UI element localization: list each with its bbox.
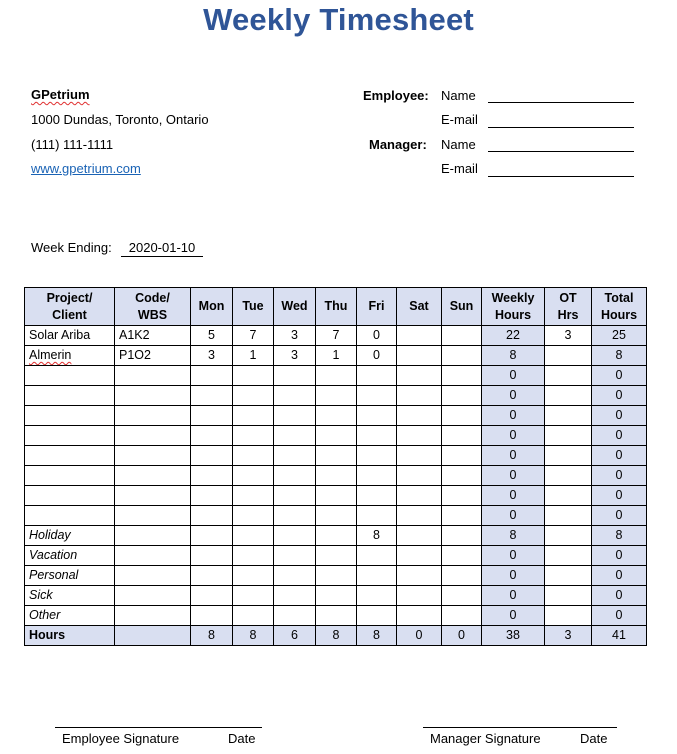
company-phone: (111) 111-1111	[31, 137, 114, 152]
code-cell[interactable]	[115, 406, 191, 426]
hours-cell[interactable]	[442, 386, 482, 406]
code-cell[interactable]	[115, 586, 191, 606]
code-cell[interactable]	[115, 426, 191, 446]
hours-cell[interactable]	[191, 586, 233, 606]
hours-cell[interactable]	[274, 526, 316, 546]
hours-cell[interactable]	[233, 566, 274, 586]
hours-cell[interactable]	[357, 366, 397, 386]
table-header-row	[25, 288, 647, 326]
hours-cell[interactable]	[442, 606, 482, 626]
hours-cell[interactable]: 3	[545, 326, 592, 346]
employee-email-label: E-mail	[441, 112, 478, 127]
hours-cell[interactable]	[191, 446, 233, 466]
hours-cell[interactable]	[316, 546, 357, 566]
hours-cell: 8	[592, 526, 647, 546]
hours-cell[interactable]	[316, 526, 357, 546]
project-cell[interactable]	[25, 386, 115, 406]
hours-cell[interactable]	[274, 586, 316, 606]
hours-cell[interactable]: 3	[274, 326, 316, 346]
hours-cell[interactable]	[397, 526, 442, 546]
hours-cell[interactable]	[442, 526, 482, 546]
hours-cell[interactable]	[274, 446, 316, 466]
total-cell: 8	[233, 626, 274, 646]
hours-cell[interactable]	[274, 566, 316, 586]
hours-cell: 8	[592, 346, 647, 366]
week-ending-label: Week Ending:	[31, 240, 112, 255]
column-header: Total Hours	[592, 288, 647, 326]
hours-cell[interactable]	[397, 326, 442, 346]
hours-cell[interactable]	[233, 426, 274, 446]
employee-name-label: Name	[441, 88, 476, 103]
hours-cell[interactable]	[191, 546, 233, 566]
hours-cell[interactable]	[233, 526, 274, 546]
hours-cell[interactable]	[191, 526, 233, 546]
total-cell: 38	[482, 626, 545, 646]
hours-cell[interactable]	[191, 506, 233, 526]
hours-cell[interactable]: 5	[191, 326, 233, 346]
table-row	[25, 526, 647, 546]
hours-cell: 0	[592, 426, 647, 446]
hours-cell[interactable]	[316, 566, 357, 586]
hours-cell[interactable]	[274, 366, 316, 386]
hours-cell[interactable]	[397, 486, 442, 506]
company-address: 1000 Dundas, Toronto, Ontario	[31, 112, 209, 127]
hours-cell[interactable]	[357, 386, 397, 406]
hours-cell: 8	[482, 526, 545, 546]
hours-cell[interactable]	[442, 426, 482, 446]
hours-cell[interactable]	[357, 426, 397, 446]
hours-cell[interactable]	[316, 406, 357, 426]
hours-cell[interactable]	[316, 366, 357, 386]
hours-cell: 8	[482, 346, 545, 366]
table-row	[25, 446, 647, 466]
hours-cell[interactable]	[233, 546, 274, 566]
hours-cell[interactable]	[545, 486, 592, 506]
column-header: Fri	[357, 288, 397, 326]
hours-cell: 0	[592, 466, 647, 486]
table-row	[25, 406, 647, 426]
code-cell[interactable]: P1O2	[115, 346, 191, 366]
table-row	[25, 426, 647, 446]
manager-name-label: Name	[441, 137, 476, 152]
hours-cell[interactable]	[274, 466, 316, 486]
hours-cell: 0	[482, 446, 545, 466]
code-cell[interactable]: A1K2	[115, 326, 191, 346]
hours-cell[interactable]	[274, 606, 316, 626]
hours-cell[interactable]	[397, 366, 442, 386]
code-cell[interactable]	[115, 466, 191, 486]
employee-email-field[interactable]	[488, 127, 634, 128]
hours-cell[interactable]	[233, 466, 274, 486]
hours-cell[interactable]	[545, 406, 592, 426]
company-name: GPetrium	[31, 87, 90, 102]
manager-signature-line[interactable]	[423, 727, 617, 728]
hours-cell: 0	[482, 606, 545, 626]
hours-cell: 0	[482, 426, 545, 446]
hours-cell[interactable]	[233, 506, 274, 526]
hours-cell[interactable]: 3	[191, 346, 233, 366]
table-row	[25, 366, 647, 386]
hours-cell[interactable]	[316, 446, 357, 466]
employee-name-field[interactable]	[488, 102, 634, 103]
totals-row	[25, 626, 647, 646]
hours-cell[interactable]	[545, 466, 592, 486]
hours-cell: 0	[592, 566, 647, 586]
project-cell[interactable]	[25, 366, 115, 386]
hours-cell: 0	[482, 566, 545, 586]
project-cell[interactable]	[25, 446, 115, 466]
table-row	[25, 386, 647, 406]
hours-cell[interactable]	[442, 346, 482, 366]
hours-cell[interactable]	[545, 606, 592, 626]
hours-cell[interactable]: 7	[233, 326, 274, 346]
table-row	[25, 326, 647, 346]
hours-cell[interactable]	[357, 546, 397, 566]
hours-cell[interactable]	[233, 366, 274, 386]
hours-cell[interactable]	[191, 486, 233, 506]
column-header: Mon	[191, 288, 233, 326]
hours-cell: 25	[592, 326, 647, 346]
column-header: Sat	[397, 288, 442, 326]
hours-cell[interactable]	[191, 466, 233, 486]
hours-cell[interactable]	[545, 346, 592, 366]
column-header: OT Hrs	[545, 288, 592, 326]
hours-cell[interactable]	[397, 426, 442, 446]
hours-cell[interactable]	[442, 486, 482, 506]
hours-cell[interactable]	[233, 606, 274, 626]
hours-cell: 0	[592, 406, 647, 426]
project-cell[interactable]	[25, 426, 115, 446]
hours-cell: 0	[482, 386, 545, 406]
hours-cell[interactable]	[397, 346, 442, 366]
hours-cell[interactable]	[191, 406, 233, 426]
column-header: Project/ Client	[25, 288, 115, 326]
hours-cell[interactable]	[316, 586, 357, 606]
hours-cell[interactable]: 1	[316, 346, 357, 366]
table-row	[25, 586, 647, 606]
hours-cell: 0	[592, 546, 647, 566]
hours-cell: 0	[592, 586, 647, 606]
hours-cell[interactable]	[316, 466, 357, 486]
hours-cell: 22	[482, 326, 545, 346]
total-cell: 6	[274, 626, 316, 646]
hours-cell: 0	[482, 506, 545, 526]
total-cell: 8	[191, 626, 233, 646]
hours-cell[interactable]	[545, 446, 592, 466]
hours-cell[interactable]	[397, 406, 442, 426]
hours-cell[interactable]	[397, 446, 442, 466]
hours-cell[interactable]	[397, 546, 442, 566]
hours-cell: 0	[592, 446, 647, 466]
table-row	[25, 506, 647, 526]
manager-signature-label: Manager Signature	[430, 731, 541, 746]
manager-email-field[interactable]	[488, 176, 634, 177]
hours-cell[interactable]	[191, 386, 233, 406]
hours-cell[interactable]	[357, 586, 397, 606]
project-cell[interactable]: Holiday	[25, 526, 115, 546]
hours-cell[interactable]	[545, 546, 592, 566]
hours-cell[interactable]	[357, 466, 397, 486]
hours-cell: 0	[592, 486, 647, 506]
page-title: Weekly Timesheet	[203, 2, 474, 37]
hours-cell[interactable]	[274, 386, 316, 406]
column-header: Wed	[274, 288, 316, 326]
manager-email-label: E-mail	[441, 161, 478, 176]
column-header: Thu	[316, 288, 357, 326]
hours-cell[interactable]	[191, 606, 233, 626]
employee-signature-label: Employee Signature	[62, 731, 180, 746]
hours-cell[interactable]	[545, 526, 592, 546]
company-website-link[interactable]: www.gpetrium.com	[31, 161, 141, 176]
table-row	[25, 546, 647, 566]
total-cell	[115, 626, 191, 646]
code-cell[interactable]	[115, 526, 191, 546]
hours-cell[interactable]	[316, 606, 357, 626]
hours-cell: 0	[482, 466, 545, 486]
hours-cell[interactable]	[442, 506, 482, 526]
manager-date-label: Date	[580, 731, 608, 746]
project-cell[interactable]	[25, 466, 115, 486]
hours-cell[interactable]: 3	[274, 346, 316, 366]
hours-cell: 0	[482, 366, 545, 386]
column-header: Code/ WBS	[115, 288, 191, 326]
code-cell[interactable]	[115, 566, 191, 586]
employee-signature-line[interactable]	[55, 727, 262, 728]
table-row	[25, 486, 647, 506]
hours-cell[interactable]	[274, 406, 316, 426]
table-row	[25, 606, 647, 626]
hours-cell[interactable]	[274, 426, 316, 446]
hours-cell[interactable]	[357, 486, 397, 506]
hours-cell[interactable]	[233, 486, 274, 506]
hours-cell[interactable]	[442, 466, 482, 486]
code-cell[interactable]	[115, 606, 191, 626]
hours-cell[interactable]	[357, 446, 397, 466]
hours-cell[interactable]	[316, 506, 357, 526]
code-cell[interactable]	[115, 506, 191, 526]
hours-cell[interactable]	[442, 546, 482, 566]
hours-cell: 0	[592, 386, 647, 406]
code-cell[interactable]	[115, 386, 191, 406]
total-cell: 0	[397, 626, 442, 646]
hours-cell[interactable]	[545, 386, 592, 406]
project-cell[interactable]: Vacation	[25, 546, 115, 566]
hours-cell[interactable]	[397, 506, 442, 526]
column-header: Tue	[233, 288, 274, 326]
employee-label: Employee:	[363, 88, 429, 103]
hours-cell[interactable]	[233, 586, 274, 606]
hours-cell[interactable]	[545, 566, 592, 586]
hours-cell[interactable]	[191, 366, 233, 386]
hours-cell[interactable]	[442, 366, 482, 386]
total-cell: 41	[592, 626, 647, 646]
hours-cell[interactable]	[397, 386, 442, 406]
hours-cell: 0	[592, 606, 647, 626]
hours-cell[interactable]	[357, 406, 397, 426]
hours-cell[interactable]	[442, 406, 482, 426]
hours-cell[interactable]	[274, 506, 316, 526]
hours-cell[interactable]: 7	[316, 326, 357, 346]
hours-cell[interactable]	[397, 586, 442, 606]
hours-cell[interactable]	[191, 426, 233, 446]
hours-cell: 0	[482, 486, 545, 506]
hours-cell[interactable]	[274, 546, 316, 566]
hours-cell: 0	[482, 406, 545, 426]
code-cell[interactable]	[115, 546, 191, 566]
hours-cell[interactable]	[397, 466, 442, 486]
column-header: Weekly Hours	[482, 288, 545, 326]
hours-cell[interactable]	[545, 426, 592, 446]
total-cell: 8	[316, 626, 357, 646]
manager-label: Manager:	[369, 137, 427, 152]
total-cell: 3	[545, 626, 592, 646]
hours-cell[interactable]	[357, 566, 397, 586]
code-cell[interactable]	[115, 366, 191, 386]
table-row	[25, 346, 647, 366]
hours-cell[interactable]	[442, 586, 482, 606]
project-cell[interactable]	[25, 506, 115, 526]
project-cell[interactable]	[25, 406, 115, 426]
hours-cell[interactable]: 1	[233, 346, 274, 366]
hours-cell: 0	[482, 546, 545, 566]
hours-cell[interactable]	[357, 606, 397, 626]
hours-cell[interactable]	[316, 386, 357, 406]
hours-cell[interactable]	[397, 606, 442, 626]
totals-label: Hours	[25, 626, 115, 646]
hours-cell[interactable]	[233, 386, 274, 406]
code-cell[interactable]	[115, 486, 191, 506]
hours-cell[interactable]	[233, 446, 274, 466]
week-ending-value[interactable]: 2020-01-10	[121, 240, 203, 257]
hours-cell[interactable]	[442, 326, 482, 346]
hours-cell[interactable]	[233, 406, 274, 426]
hours-cell[interactable]	[316, 486, 357, 506]
hours-cell: 0	[592, 366, 647, 386]
hours-cell: 0	[482, 586, 545, 606]
table-row	[25, 466, 647, 486]
hours-cell[interactable]	[545, 506, 592, 526]
hours-cell[interactable]	[442, 566, 482, 586]
project-cell[interactable]: Almerin	[25, 346, 115, 366]
hours-cell[interactable]	[545, 366, 592, 386]
hours-cell[interactable]	[545, 586, 592, 606]
column-header: Sun	[442, 288, 482, 326]
project-cell[interactable]: Solar Ariba	[25, 326, 115, 346]
project-cell[interactable]	[25, 486, 115, 506]
hours-cell[interactable]	[191, 566, 233, 586]
table-row	[25, 566, 647, 586]
employee-date-label: Date	[228, 731, 256, 746]
hours-cell[interactable]: 0	[357, 326, 397, 346]
timesheet-table	[24, 287, 647, 646]
total-cell: 0	[442, 626, 482, 646]
project-cell[interactable]: Sick	[25, 586, 115, 606]
hours-cell[interactable]	[316, 426, 357, 446]
hours-cell[interactable]: 8	[357, 526, 397, 546]
hours-cell[interactable]	[397, 566, 442, 586]
code-cell[interactable]	[115, 446, 191, 466]
project-cell[interactable]: Other	[25, 606, 115, 626]
project-cell[interactable]: Personal	[25, 566, 115, 586]
hours-cell: 0	[592, 506, 647, 526]
hours-cell[interactable]	[442, 446, 482, 466]
hours-cell[interactable]	[274, 486, 316, 506]
hours-cell[interactable]	[357, 506, 397, 526]
total-cell: 8	[357, 626, 397, 646]
hours-cell[interactable]: 0	[357, 346, 397, 366]
manager-name-field[interactable]	[488, 151, 634, 152]
